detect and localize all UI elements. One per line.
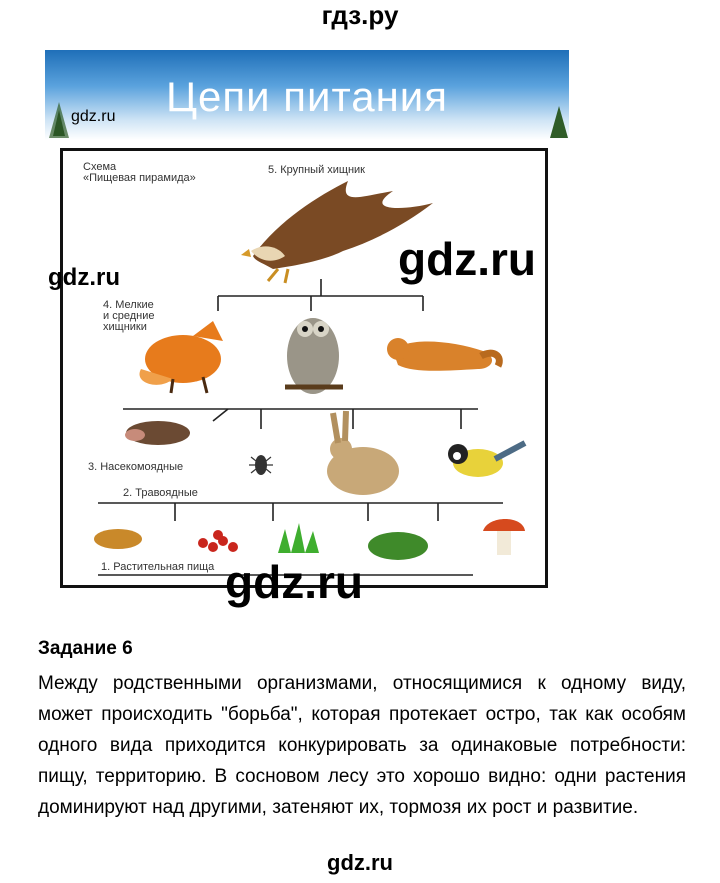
paragraph-line: одного вида приходится конкурировать за одинаковые потребности:	[38, 735, 686, 756]
level-4-label-line2: и средние	[103, 310, 155, 322]
owl-icon	[285, 318, 343, 394]
watermark-left: gdz.ru	[48, 264, 120, 291]
fox-icon	[140, 321, 223, 393]
level-2-label: 2. Травоядные	[123, 487, 198, 499]
cone-icon	[94, 529, 142, 549]
rowan-berries-icon	[198, 530, 238, 552]
level-5-label: 5. Крупный хищник	[268, 164, 365, 176]
scheme-caption-1: Схема	[83, 161, 117, 173]
site-footer: gdz.ru	[327, 850, 393, 875]
level-3-label: 3. Насекомоядные	[88, 461, 184, 473]
food-pyramid-diagram	[60, 148, 548, 588]
oak-leaves-icon	[368, 532, 428, 560]
scheme-caption-2: «Пищевая пирамида»	[83, 172, 196, 184]
branch-lines-bottom	[98, 503, 503, 521]
mushroom-icon	[483, 519, 525, 555]
paragraph-line: доминируют над другими, затеняют их, тормозя их рост и развитие.	[38, 797, 639, 818]
level-1-label: 1. Растительная пища	[101, 561, 215, 573]
title-banner	[45, 50, 569, 140]
banner-watermark: gdz.ru	[71, 108, 116, 125]
paragraph-line: Между родственными организмами, относящимися к одному виду,	[38, 673, 686, 694]
grass-icon	[278, 523, 319, 553]
watermark-upper: gdz.ru	[398, 233, 536, 285]
watermark-lower: gdz.ru	[225, 556, 363, 608]
diagram-drawing	[63, 151, 545, 585]
paragraph-line: пищу, территорию. В сосновом лесу это хорошо видно: одни растения	[38, 766, 686, 787]
paragraph-line: может происходить "борьба", которая протекает остро, так как особям	[38, 704, 686, 725]
level-4-label-line3: хищники	[103, 321, 147, 333]
beetle-icon	[249, 455, 273, 475]
hare-icon	[327, 411, 399, 495]
task-paragraph	[38, 668, 686, 823]
bird-icon	[448, 443, 525, 477]
branch-lines-top	[218, 279, 423, 311]
banner-title: Цепи питания	[165, 73, 449, 120]
marten-icon	[387, 338, 499, 371]
site-header: гдз.ру	[321, 0, 399, 30]
task-title: Задание 6	[38, 638, 133, 659]
level-4-label-line1: 4. Мелкие	[103, 299, 154, 311]
mole-icon	[125, 421, 190, 445]
